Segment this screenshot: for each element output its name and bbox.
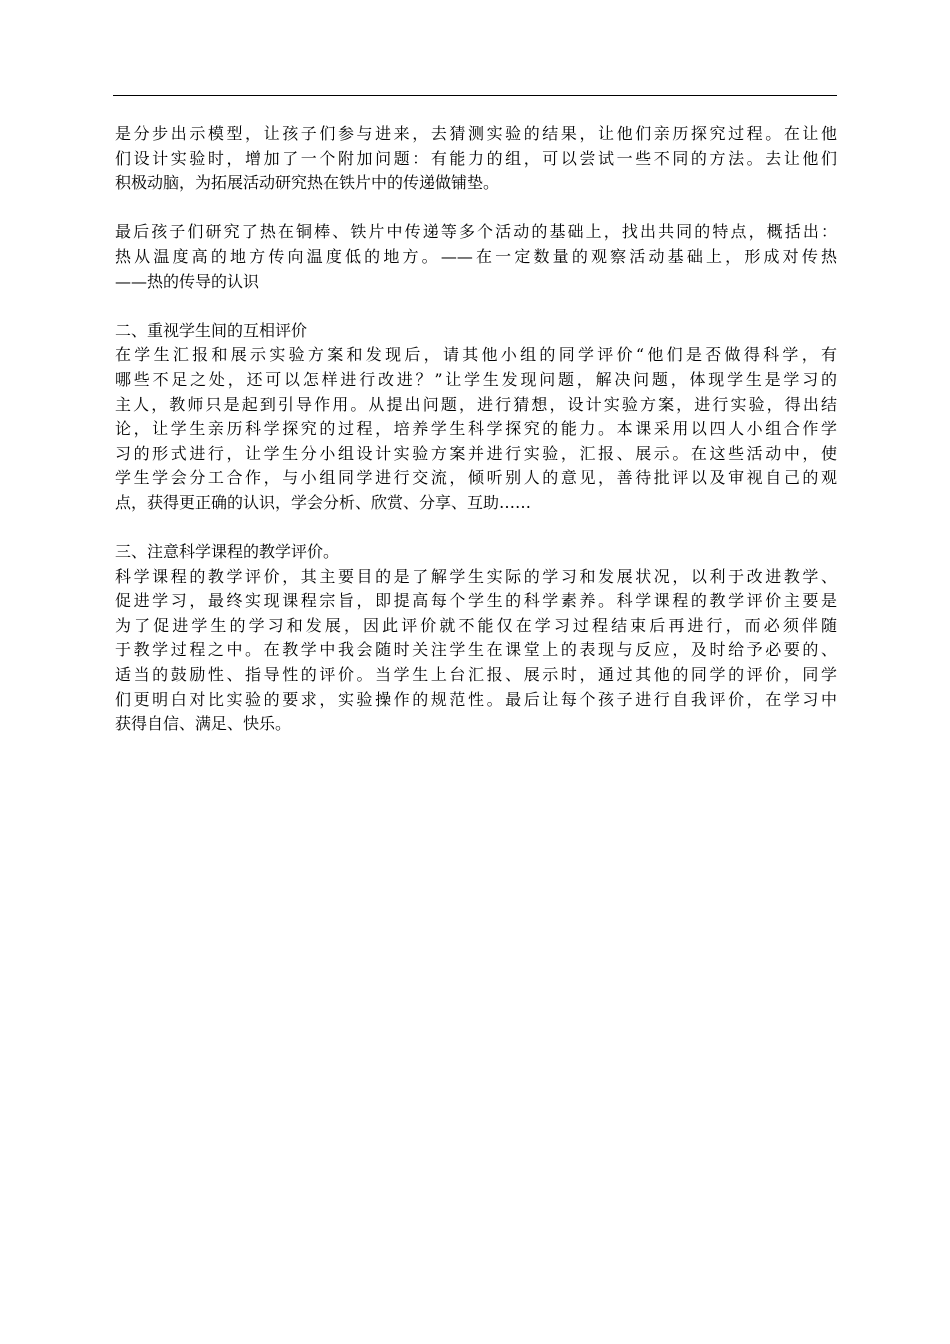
- text-line: ——热的传导的认识: [115, 271, 260, 291]
- text-line: 热从温度高的地方传向温度低的地方。——在一定数量的观察活动基础上，形成对传热: [115, 246, 837, 266]
- section-2: [115, 319, 837, 516]
- text-line: 学生学会分工合作，与小组同学进行交流，倾听别人的意见，善待批评以及审视自己的观: [115, 468, 837, 488]
- paragraph-1: [115, 122, 837, 196]
- paragraph-gap: [115, 294, 837, 319]
- text-line: 最后孩子们研究了热在铜棒、铁片中传递等多个活动的基础上，找出共同的特点，概括出：: [115, 222, 837, 242]
- text-line: 论，让学生亲历科学探究的过程，培养学生科学探究的能力。本课采用以四人小组合作学: [115, 419, 837, 439]
- paragraph-gap: [115, 196, 837, 221]
- text-line: 们设计实验时，增加了一个附加问题：有能力的组，可以尝试一些不同的方法。去让他们: [115, 148, 837, 168]
- paragraph-gap: [115, 516, 837, 541]
- text-line: 习的形式进行，让学生分小组设计实验方案并进行实验，汇报、展示。在这些活动中，使: [115, 443, 837, 463]
- text-line: 点，获得更正确的认识，学会分析、欣赏、分享、互助……: [115, 492, 532, 512]
- text-line: 在学生汇报和展示实验方案和发现后，请其他小组的同学评价“他们是否做得科学，有: [115, 345, 837, 365]
- text-line: 促进学习，最终实现课程宗旨，即提高每个学生的科学素养。科学课程的教学评价主要是: [115, 591, 837, 611]
- header-rule: [113, 95, 837, 96]
- text-line: 于教学过程之中。在教学中我会随时关注学生在课堂上的表现与反应，及时给予必要的、: [115, 640, 837, 660]
- text-line: 适当的鼓励性、指导性的评价。当学生上台汇报、展示时，通过其他的同学的评价，同学: [115, 665, 837, 685]
- section-heading: 三、注意科学课程的教学评价。: [115, 542, 340, 562]
- section-3: [115, 540, 837, 737]
- text-line: 为了促进学生的学习和发展，因此评价就不能仅在学习过程结束后再进行，而必须伴随: [115, 615, 837, 635]
- text-line: 们更明白对比实验的要求，实验操作的规范性。最后让每个孩子进行自我评价，在学习中: [115, 689, 837, 709]
- text-line: 积极动脑，为拓展活动研究热在铁片中的传递做铺垫。: [115, 173, 500, 193]
- text-line: 科学课程的教学评价，其主要目的是了解学生实际的学习和发展状况，以利于改进教学、: [115, 566, 837, 586]
- document-body: [115, 122, 837, 737]
- text-line: 获得自信、满足、快乐。: [115, 714, 292, 734]
- text-line: 主人，教师只是起到引导作用。从提出问题，进行猜想，设计实验方案，进行实验，得出结: [115, 394, 837, 414]
- text-line: 哪些不足之处，还可以怎样进行改进？”让学生发现问题，解决问题，体现学生是学习的: [115, 369, 837, 389]
- paragraph-2: [115, 220, 837, 294]
- text-line: 是分步出示模型，让孩子们参与进来，去猜测实验的结果，让他们亲历探究过程。在让他: [115, 124, 837, 143]
- section-heading: 二、重视学生间的互相评价: [115, 320, 308, 340]
